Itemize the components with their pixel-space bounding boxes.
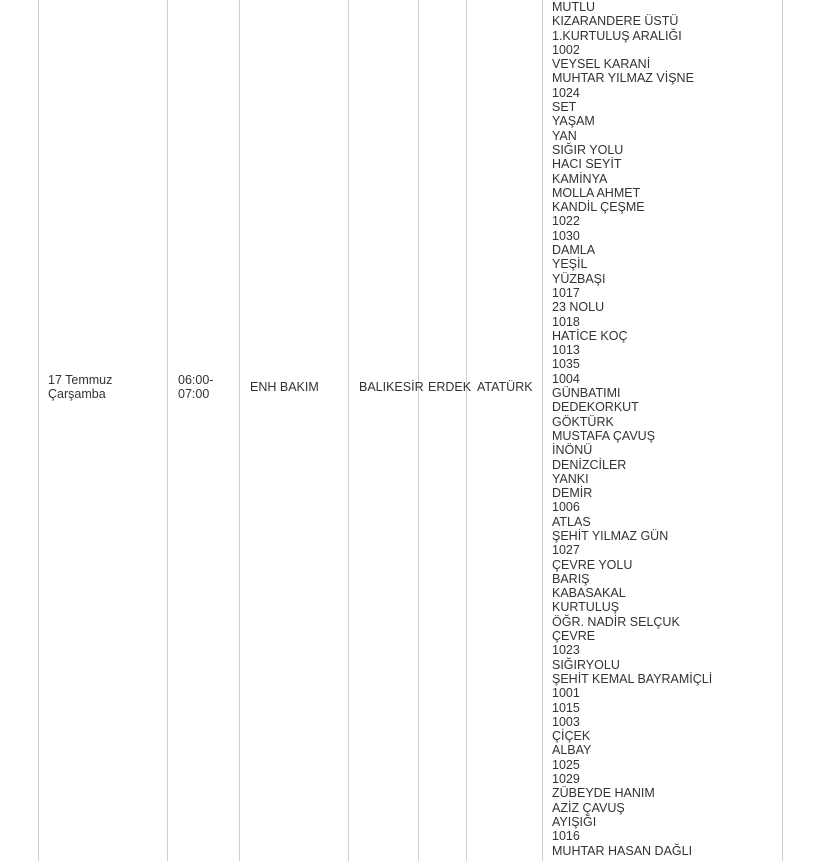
street-item: MUHTAR YILMAZ VİŞNE [552,71,694,86]
street-item: ÖĞR. NADİR SELÇUK [552,614,680,629]
column-border [167,0,168,861]
street-item: 1002 [552,42,580,57]
street-item: ALBAY [552,743,592,758]
street-item: BARIŞ [552,571,590,586]
street-item: ATLAS [552,514,591,529]
district-cell: ERDEK [428,380,472,394]
time-end: 07:00 [178,387,210,402]
street-item: MOLLA AHMET [552,185,641,200]
street-item: GÜNBATIMI [552,386,621,401]
street-item: 1035 [552,357,580,372]
street-item: ÇİÇEK [552,729,591,744]
street-item: 1027 [552,543,580,558]
street-item: KANDİL ÇEŞME [552,200,645,215]
street-item: 1030 [552,228,580,243]
street-item: 1013 [552,343,580,358]
street-item: ÇEVRE YOLU [552,557,633,572]
street-item: İNÖNÜ [552,443,593,458]
street-item: 1017 [552,285,580,300]
street-item: 1025 [552,757,580,772]
street-item: KURTULUŞ [552,600,620,615]
street-item: DENİZCİLER [552,457,627,472]
street-item: 1003 [552,714,580,729]
column-border [542,0,543,861]
street-item: YEŞİL [552,257,588,272]
street-item: ZÜBEYDE HANIM [552,786,655,801]
street-item: MUSTAFA ÇAVUŞ [552,428,656,443]
street-item: 1001 [552,686,580,701]
date-cell [48,373,112,402]
street-item: 1006 [552,500,580,515]
street-item: MUHTAR HASAN DAĞLI [552,843,693,858]
street-item: YÜZBAŞI [552,271,606,286]
street-item: KIZARANDERE ÜSTÜ [552,14,679,29]
street-item: 1015 [552,700,580,715]
street-item: 23 NOLU [552,300,605,315]
street-item: DEMİR [552,486,593,501]
column-border [348,0,349,861]
date-weekday: Çarşamba [48,387,106,402]
street-item: HATİCE KOÇ [552,328,628,343]
street-item: HACI SEYİT [552,157,622,172]
street-item: 1029 [552,772,580,787]
street-item: YAN [552,128,577,143]
street-item: KABASAKAL [552,586,626,601]
street-item: SIĞIRYOLU [552,657,620,672]
street-item: MUTLU [552,0,596,14]
street-item: ŞEHİT YILMAZ GÜN [552,528,669,543]
street-item: 1004 [552,371,580,386]
street-item: YAŞAM [552,114,595,129]
time-start: 06:00- [178,373,214,387]
column-border [418,0,419,861]
column-border [38,0,39,861]
neighborhood-cell: ATATÜRK [477,380,533,394]
street-item: YANKI [552,471,589,486]
street-item: 1.KURTULUŞ ARALIĞI [552,28,682,43]
street-list [552,0,712,858]
street-item: ŞEHİT KEMAL BAYRAMİÇLİ [552,671,713,686]
column-border [466,0,467,861]
street-item: KAMİNYA [552,171,608,186]
street-item: VEYSEL KARANİ [552,57,651,72]
reason-cell: ENH BAKIM [250,380,319,394]
street-item: 1022 [552,214,580,229]
street-item: 1023 [552,643,580,658]
street-item: AZİZ ÇAVUŞ [552,800,625,815]
time-cell [178,373,213,402]
street-item: 1016 [552,829,580,844]
column-border [239,0,240,861]
street-item: ÇEVRE [552,629,596,644]
street-item: DAMLA [552,243,596,258]
date-day: 17 Temmuz [48,373,113,387]
street-item: SET [552,100,577,115]
street-item: AYIŞIĞI [552,814,597,829]
province-cell: BALIKESİR [359,380,424,394]
street-item: 1018 [552,314,580,329]
street-item: 1024 [552,85,580,100]
street-item: DEDEKORKUT [552,400,639,415]
street-item: GÖKTÜRK [552,414,614,429]
street-item: SIĞIR YOLU [552,142,624,157]
column-border [782,0,783,861]
